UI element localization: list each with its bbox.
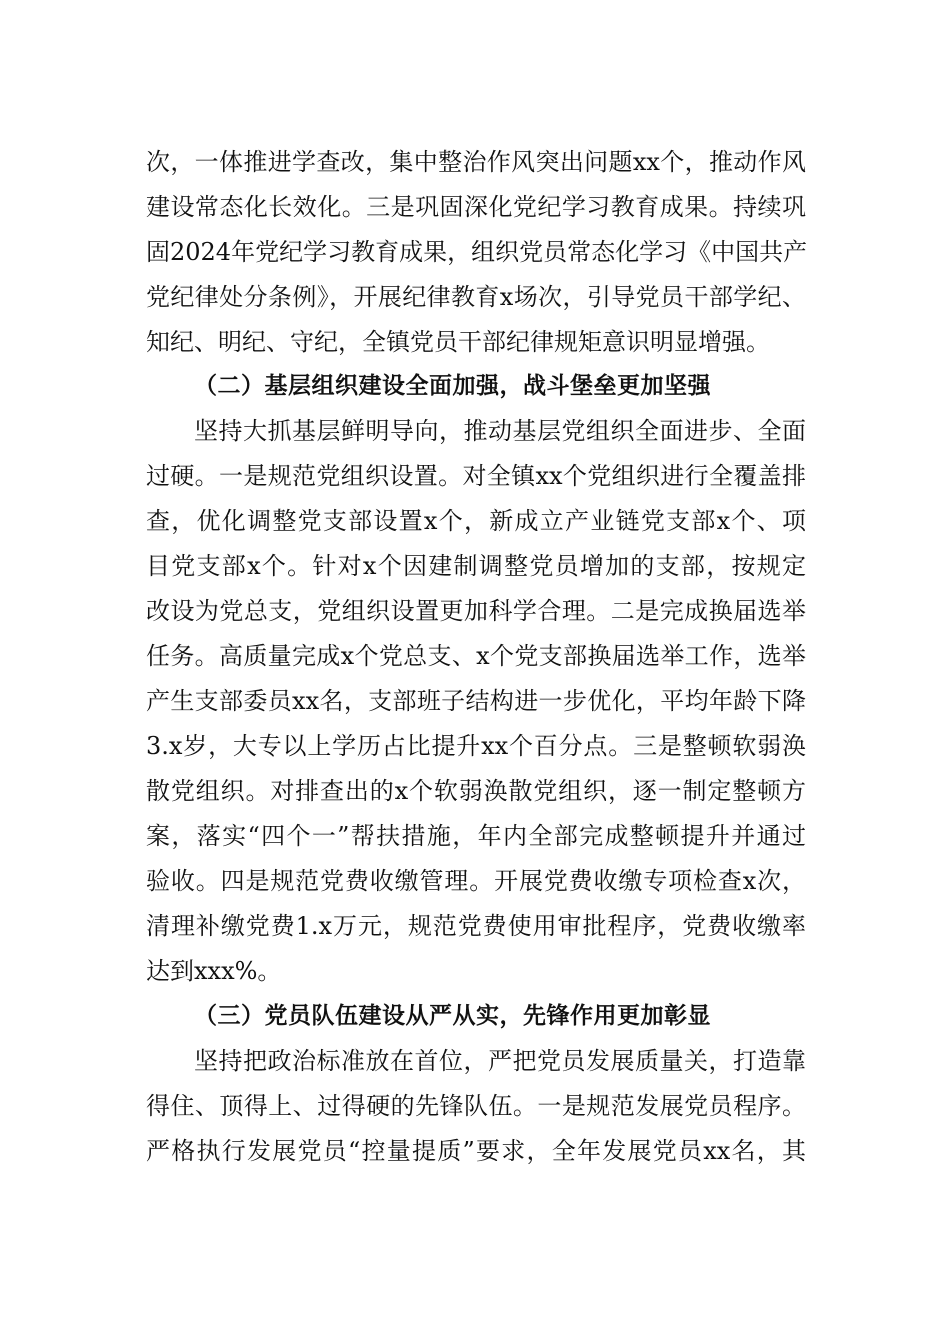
paragraph-line: 坚持大抓基层鲜明导向，推动基层党组织全面进步、全面 <box>194 417 806 445</box>
paragraph-line: 次，一体推进学查改，集中整治作风突出问题xx个，推动作风 <box>146 148 806 176</box>
paragraph-line: 验收。四是规范党费收缴管理。开展党费收缴专项检查x次， <box>146 867 806 895</box>
paragraph-line: 查，优化调整党支部设置x个，新成立产业链党支部x个、项 <box>146 507 806 535</box>
paragraph-line: 知纪、明纪、守纪，全镇党员干部纪律规矩意识明显增强。 <box>146 328 770 356</box>
paragraph-line: 目党支部x个。针对x个因建制调整党员增加的支部，按规定 <box>146 552 806 580</box>
paragraph-line: 案，落实“四个一”帮扶措施，年内全部完成整顿提升并通过 <box>146 822 806 850</box>
section-heading: （二）基层组织建设全面加强，战斗堡垒更加坚强 <box>194 373 711 399</box>
paragraph-line: 任务。高质量完成x个党总支、x个党支部换届选举工作，选举 <box>146 642 806 670</box>
paragraph-line: 清理补缴党费1.x万元，规范党费使用审批程序，党费收缴率 <box>146 912 806 940</box>
paragraph-line: 散党组织。对排查出的x个软弱涣散党组织，逐一制定整顿方 <box>146 777 806 805</box>
paragraph-line: 改设为党总支，党组织设置更加科学合理。二是完成换届选举 <box>146 597 806 625</box>
paragraph-line: 得住、顶得上、过得硬的先锋队伍。一是规范发展党员程序。 <box>146 1092 806 1120</box>
paragraph-line: 坚持把政治标准放在首位，严把党员发展质量关，打造靠 <box>194 1047 806 1075</box>
paragraph-line: 达到xxx%。 <box>146 957 282 985</box>
paragraph-line: 3.x岁，大专以上学历占比提升xx个百分点。三是整顿软弱涣 <box>146 732 806 760</box>
paragraph-line: 严格执行发展党员“控量提质”要求，全年发展党员xx名，其 <box>146 1137 806 1165</box>
paragraph-line: 党纪律处分条例》，开展纪律教育x场次，引导党员干部学纪、 <box>146 283 806 311</box>
paragraph-line: 过硬。一是规范党组织设置。对全镇xx个党组织进行全覆盖排 <box>146 462 806 490</box>
section-heading: （三）党员队伍建设从严从实，先锋作用更加彰显 <box>194 1003 711 1029</box>
paragraph-line: 产生支部委员xx名，支部班子结构进一步优化，平均年龄下降 <box>146 687 806 715</box>
paragraph-line: 建设常态化长效化。三是巩固深化党纪学习教育成果。持续巩 <box>146 193 806 221</box>
paragraph-line: 固2024年党纪学习教育成果，组织党员常态化学习《中国共产 <box>146 238 808 266</box>
